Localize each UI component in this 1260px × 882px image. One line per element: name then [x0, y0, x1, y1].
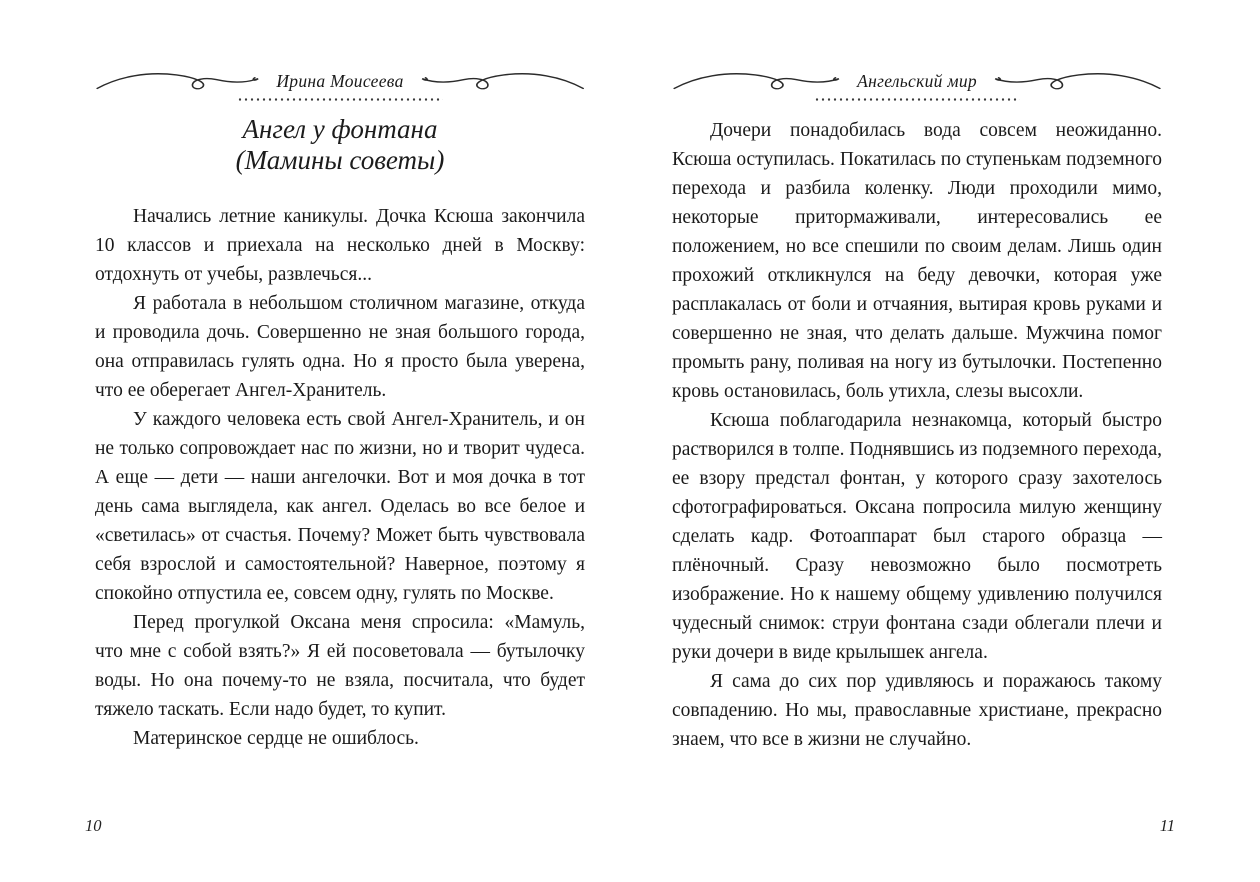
page-left [95, 66, 585, 753]
page-number-left: 10 [85, 816, 102, 835]
page-right [672, 66, 1162, 754]
page-number-right: 11 [1159, 816, 1175, 835]
flourish-ornament-icon [672, 68, 841, 94]
page-body-left [95, 202, 585, 753]
running-header-left [95, 66, 585, 101]
chapter-title [95, 114, 585, 176]
paragraph: Ксюша поблагодарила незнакомца, который быстро растворился в толпе. Поднявшись из подземного перехода, ее взору предстал фонтан, у которого сразу захотелось сфотографироваться. Оксана попросила милую женщину сделать кадр. Фотоаппарат был старого образца — плёночный. Сразу невозможно было посмотреть изображение. Но к нашему общему удивлению получился чудесный снимок: струи фонтана сзади облегали плечи и руки дочери в виде крылышек ангела. [672, 410, 1162, 663]
flourish-ornament-icon [95, 68, 260, 94]
paragraph: У каждого человека есть свой Ангел-Хранитель, и он не только сопровождает нас по жизни, но и творит чудеса. А еще — дети — наши ангелочки. Вот и моя дочка в тот день сама выглядела, как ангел. Оделась во все белое и «светилась» от счастья. Почему? Может быть чувствовала себя взрослой и самостоятельной? Наверное, поэтому я спокойно отпустила ее, совсем одну, гулять по Москве. [95, 409, 585, 604]
running-header-right [672, 66, 1162, 101]
running-header-text: Ирина Моисеева [276, 70, 404, 91]
paragraph: Начались летние каникулы. Дочка Ксюша закончила 10 классов и приехала на несколько дней в Москву: отдохнуть от учебы, развлечься... [95, 206, 585, 285]
flourish-ornament-icon [420, 68, 585, 94]
chapter-title-line2: (Мамины советы) [235, 145, 445, 175]
paragraph: Дочери понадобилась вода совсем неожиданно. Ксюша оступилась. Покатилась по ступенькам подземного перехода и разбила коленку. Люди проходили мимо, некоторые притормаживали, интересовались ее положением, но все спешили по своим делам. Лишь один прохожий откликнулся на беду девочки, которая уже расплакалась от боли и отчаяния, вытирая кровь руками и совершенно не зная, что делать дальше. Мужчина помог промыть рану, поливая на ногу из бутылочки. Постепенно кровь остановилась, боль утихла, слезы высохли. [672, 120, 1162, 402]
paragraph: Я работала в небольшом столичном магазине, откуда и проводила дочь. Совершенно не зная большого города, она отправилась гулять одна. Но я просто была уверена, что ее оберегает Ангел-Хранитель. [95, 293, 585, 401]
chapter-title-line1: Ангел у фонтана [242, 114, 438, 144]
paragraph: Я сама до сих пор удивляюсь и поражаюсь такому совпадению. Но мы, православные христиане, прекрасно знаем, что все в жизни не случайно. [672, 671, 1162, 750]
dotted-divider [237, 98, 443, 101]
dotted-divider [814, 98, 1020, 101]
paragraph: Перед прогулкой Оксана меня спросила: «Мамуль, что мне с собой взять?» Я ей посоветовала — бутылочку воды. Но она почему-то не взяла, посчитала, что будет тяжело таскать. Если надо будет, то купит. [95, 612, 585, 720]
running-header-text: Ангельский мир [857, 70, 977, 91]
flourish-ornament-icon [993, 68, 1162, 94]
page-body-right [672, 116, 1162, 754]
paragraph: Материнское сердце не ошиблось. [133, 728, 419, 749]
